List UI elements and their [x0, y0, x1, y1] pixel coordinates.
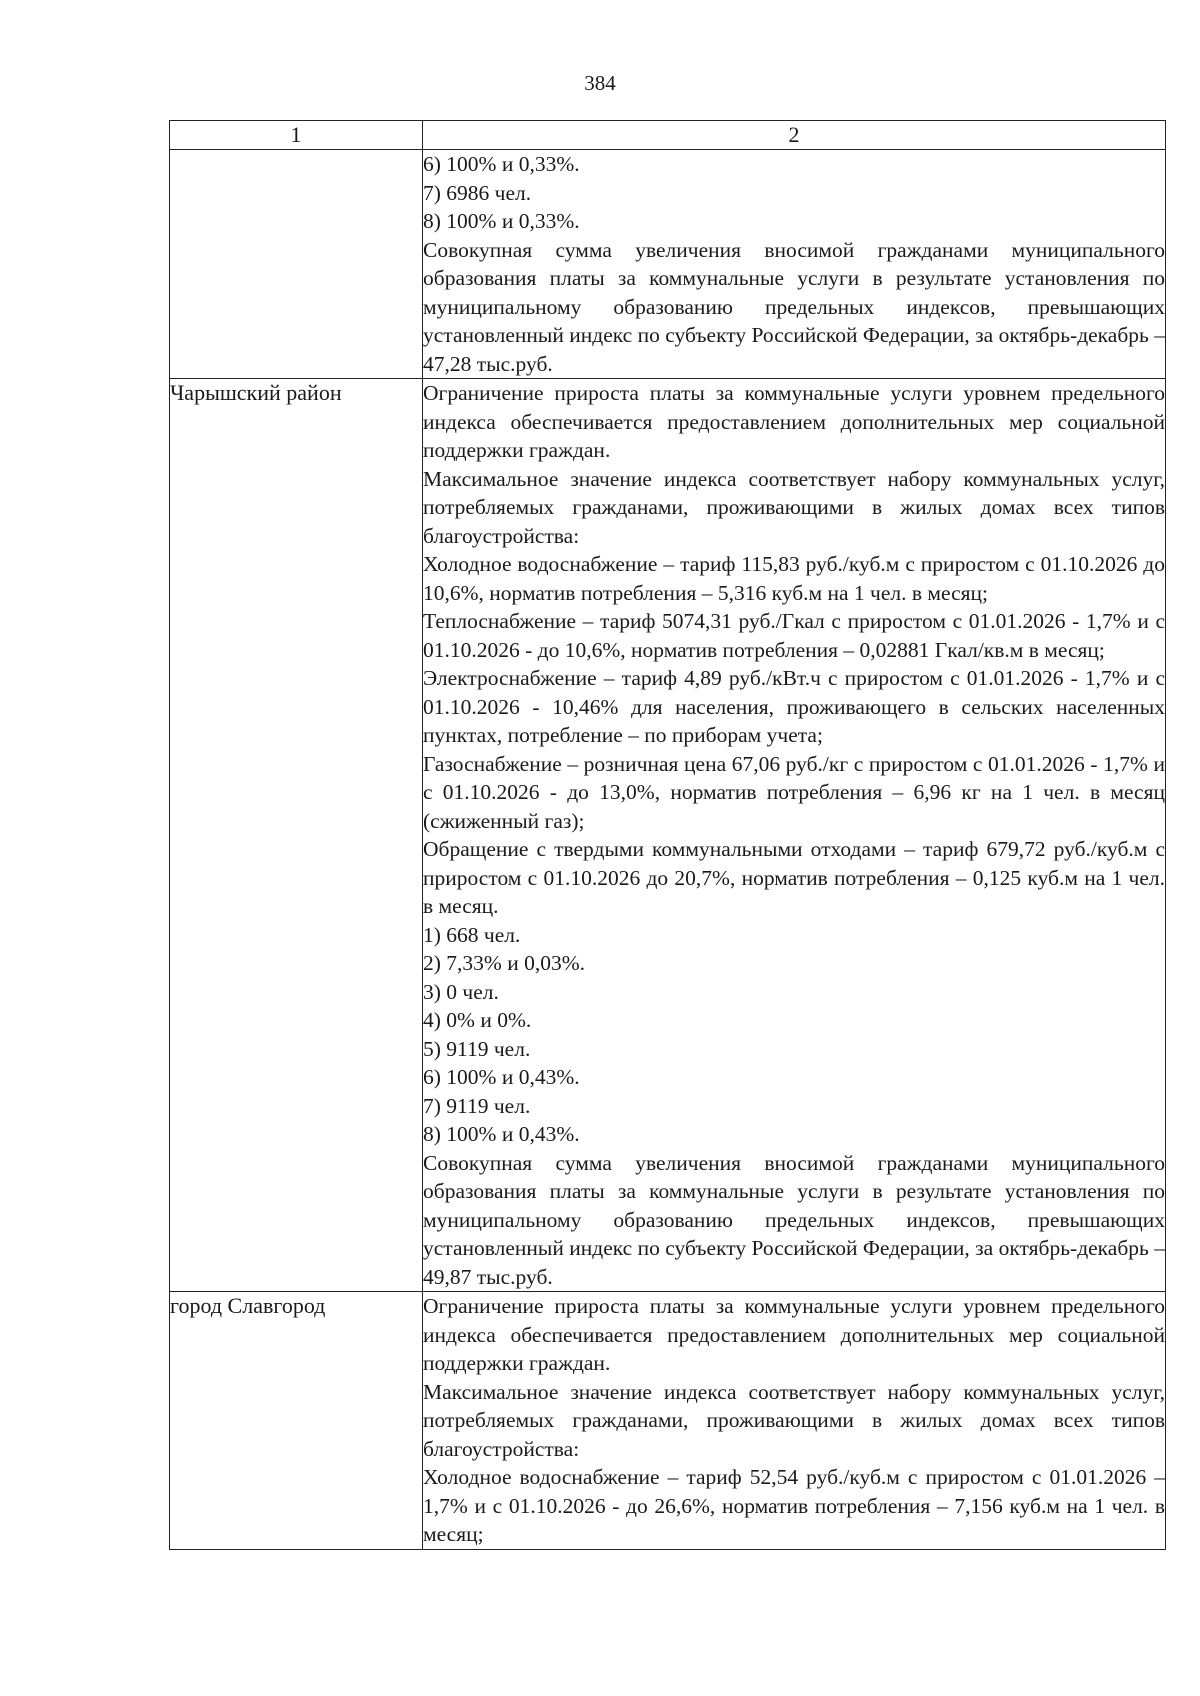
page-number: 384	[584, 71, 616, 95]
cold-water-paragraph: Холодное водоснабжение – тариф 115,83 руб./куб.м с приростом с 01.10.2026 до 10,6%, норматив потребления – 5,316 куб.м на 1 чел. в месяц;	[423, 552, 1165, 605]
list-item: 8) 100% и 0,43%.	[423, 1122, 580, 1146]
list-item: 5) 9119 чел.	[423, 1036, 531, 1061]
content-cell	[423, 1292, 1166, 1550]
electricity-paragraph: Электроснабжение – тариф 4,89 руб./кВт.ч с приростом с 01.01.2026 - 1,7% и с 01.10.2026 - 10,46% для населения, проживающего в сельских населенных пунктах, потребление – по приборам учета;	[423, 666, 1165, 747]
paragraph: Ограничение прироста платы за коммунальные услуги уровнем предельного индекса обеспечивается предоставлением дополнительных мер социальной поддержки граждан.	[423, 381, 1165, 462]
list-item: 8) 100% и 0,33%.	[423, 209, 580, 233]
region-cell	[170, 150, 423, 379]
cold-water-paragraph: Холодное водоснабжение – тариф 52,54 руб./куб.м с приростом с 01.01.2026 – 1,7% и с 01.10.2026 - до 26,6%, норматив потребления – 7,156 куб.м на 1 чел. в месяц;	[423, 1465, 1165, 1546]
region-cell: Чарышский район	[170, 379, 423, 1292]
list-item: 7) 6986 чел.	[423, 180, 532, 205]
list-item: 6) 100% и 0,33%.	[423, 152, 580, 176]
region-cell: город Славгород	[170, 1292, 423, 1550]
content-cell	[423, 379, 1166, 1292]
document-table	[169, 120, 1166, 1550]
list-item: 1) 668 чел.	[423, 922, 521, 947]
list-item: 6) 100% и 0,43%.	[423, 1065, 580, 1089]
column-header-2: 2	[423, 121, 1166, 150]
list-item: 4) 0% и 0%.	[423, 1008, 532, 1032]
table-row	[170, 150, 1166, 379]
gas-paragraph: Газоснабжение – розничная цена 67,06 руб./кг с приростом с 01.01.2026 - 1,7% и с 01.10.2026 - до 13,0%, норматив потребления – 6,96 кг на 1 чел. в месяц (сжиженный газ);	[423, 751, 1165, 833]
column-header-1: 1	[170, 121, 423, 150]
paragraph: Максимальное значение индекса соответствует набору коммунальных услуг, потребляемых гражданами, проживающими в жилых домах всех типов благоустройства:	[423, 1379, 1165, 1461]
heating-paragraph: Теплоснабжение – тариф 5074,31 руб./Гкал с приростом с 01.01.2026 - 1,7% и с 01.10.2026 - до 10,6%, норматив потребления – 0,02881 Гкал/кв.м в месяц;	[423, 609, 1165, 662]
list-item: 7) 9119 чел.	[423, 1093, 531, 1118]
summary-paragraph: Совокупная сумма увеличения вносимой гражданами муниципального образования платы за коммунальные услуги в результате установления по муниципальному образованию предельных индексов, превышающих установленный индекс по субъекту Российской Федерации, за октябрь-декабрь – 47,28 тыс.руб.	[423, 237, 1165, 376]
paragraph: Ограничение прироста платы за коммунальные услуги уровнем предельного индекса обеспечивается предоставлением дополнительных мер социальной поддержки граждан.	[423, 1294, 1165, 1375]
header-row	[170, 121, 1166, 150]
table-row	[170, 379, 1166, 1292]
table-row	[170, 1292, 1166, 1550]
paragraph: Максимальное значение индекса соответствует набору коммунальных услуг, потребляемых гражданами, проживающими в жилых домах всех типов благоустройства:	[423, 466, 1165, 548]
content-cell	[423, 150, 1166, 379]
list-item: 2) 7,33% и 0,03%.	[423, 951, 585, 975]
waste-paragraph: Обращение с твердыми коммунальными отходами – тариф 679,72 руб./куб.м с приростом с 01.10.2026 до 20,7%, норматив потребления – 0,125 куб.м на 1 чел. в месяц.	[423, 837, 1165, 918]
summary-paragraph: Совокупная сумма увеличения вносимой гражданами муниципального образования платы за коммунальные услуги в результате установления по муниципальному образованию предельных индексов, превышающих установленный индекс по субъекту Российской Федерации, за октябрь-декабрь – 49,87 тыс.руб.	[423, 1150, 1165, 1289]
list-item: 3) 0 чел.	[423, 979, 499, 1004]
